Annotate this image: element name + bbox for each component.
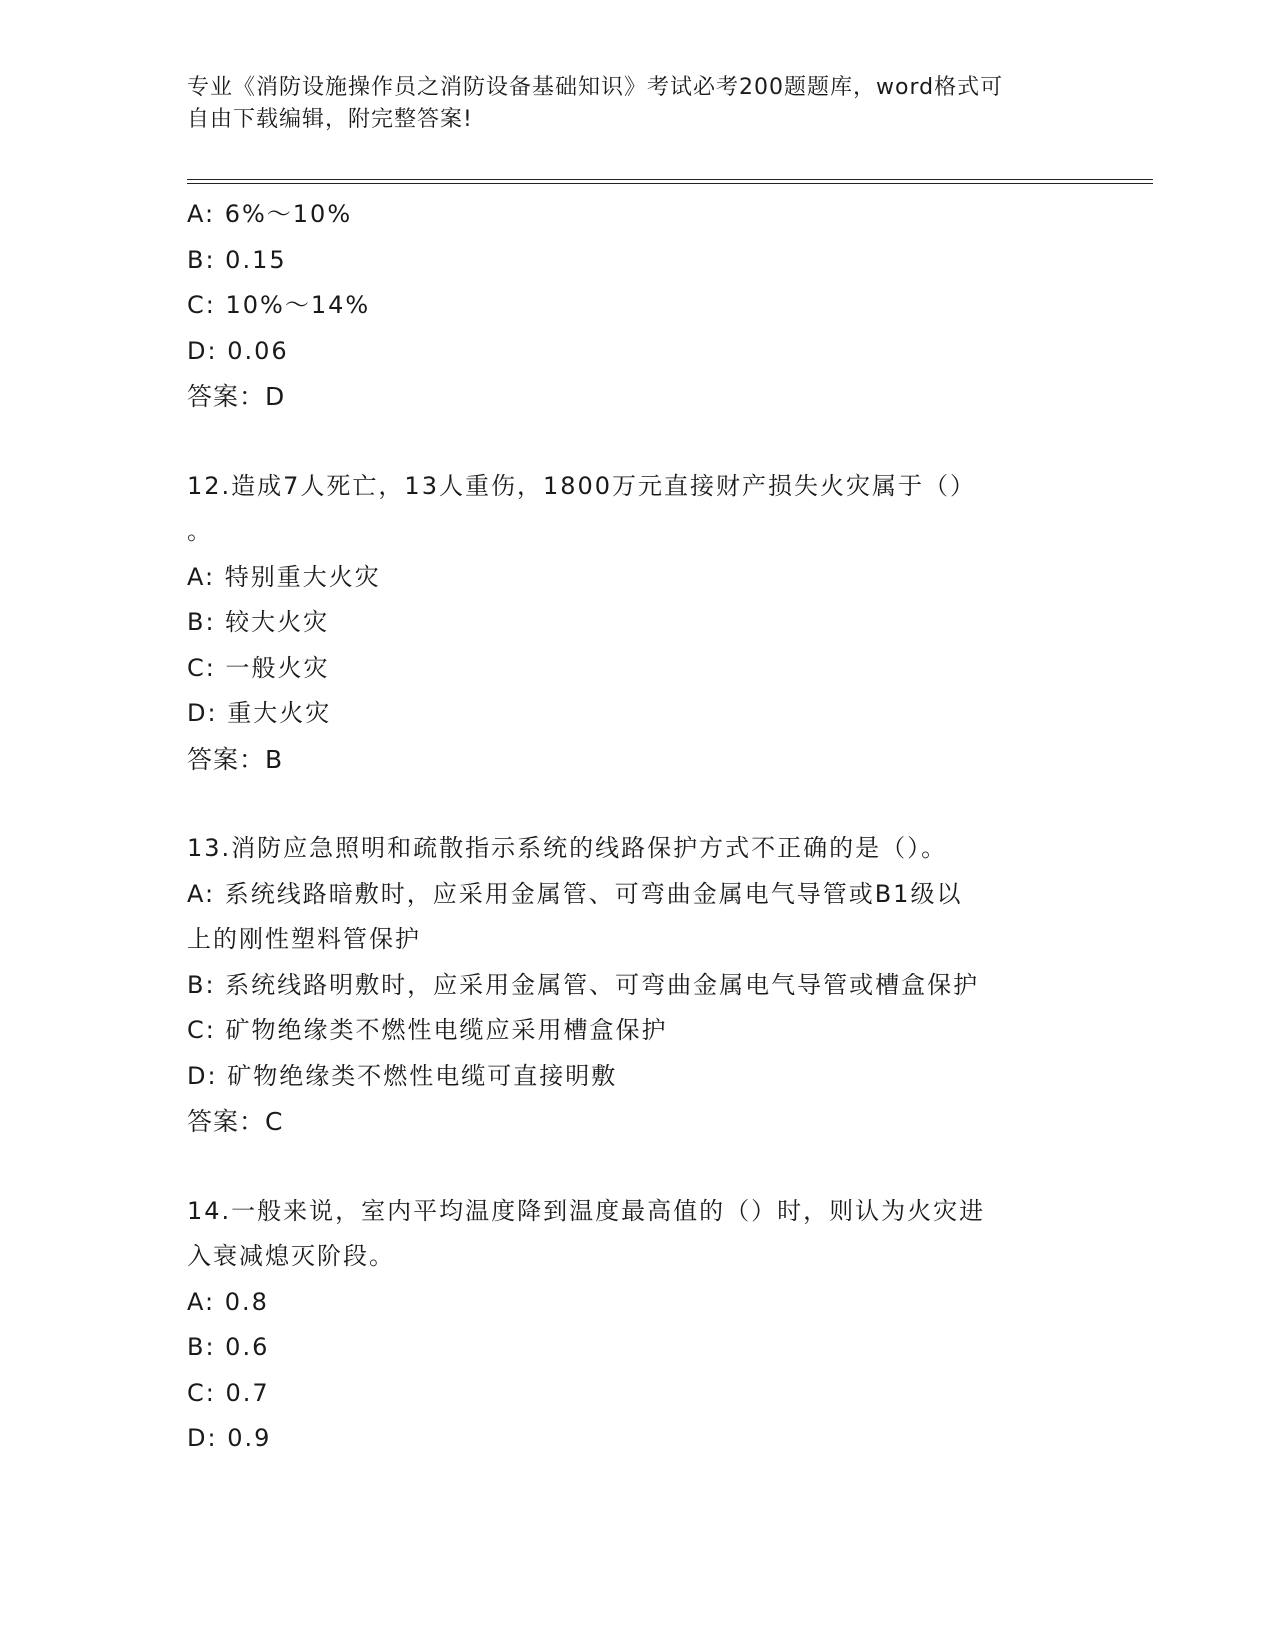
document-header	[187, 72, 1087, 136]
option-a: A: 特别重大火灾	[187, 562, 381, 591]
spacer	[187, 1145, 1087, 1189]
header-title-line-1: 专业《消防设施操作员之消防设备基础知识》考试必考200题题库，word格式可	[187, 75, 1004, 100]
spacer	[187, 420, 1087, 464]
question-stem: 13.消防应急照明和疏散指示系统的线路保护方式不正确的是（）。	[187, 834, 948, 862]
question-13	[187, 826, 1087, 1145]
option-a: A: 6%～10%	[187, 200, 353, 228]
option-b: B: 0.6	[187, 1333, 270, 1361]
option-d: D: 重大火灾	[187, 699, 332, 727]
option-d: D: 0.9	[187, 1424, 272, 1452]
question-14	[187, 1189, 1087, 1462]
question-stem: 14.一般来说，室内平均温度降到温度最高值的（）时，则认为火灾进	[187, 1196, 986, 1225]
option-d: D: 矿物绝缘类不燃性电缆可直接明敷	[187, 1061, 618, 1090]
question-11	[187, 192, 1087, 420]
header-title-line-2: 自由下载编辑，附完整答案!	[187, 107, 473, 132]
answer: 答案：B	[187, 744, 284, 774]
answer: 答案：D	[187, 382, 286, 411]
question-stem-continued: 。	[187, 517, 213, 545]
question-list	[187, 192, 1087, 1462]
question-stem-continued: 入衰减熄灭阶段。	[187, 1242, 395, 1270]
option-c: C: 矿物绝缘类不燃性电缆应采用槽盒保护	[187, 1016, 668, 1044]
option-b: B: 较大火灾	[187, 608, 330, 636]
question-12	[187, 464, 1087, 783]
option-d: D: 0.06	[187, 336, 289, 365]
option-a-continued: 上的刚性塑料管保护	[187, 925, 421, 953]
answer: 答案：C	[187, 1107, 284, 1136]
question-stem: 12.造成7人死亡，13人重伤，1800万元直接财产损失火灾属于（）	[187, 471, 977, 500]
option-c: C: 0.7	[187, 1378, 270, 1407]
option-a: A: 系统线路暗敷时，应采用金属管、可弯曲金属电气导管或B1级以	[187, 879, 963, 908]
option-c: C: 10%～14%	[187, 291, 371, 319]
option-a: A: 0.8	[187, 1287, 269, 1316]
option-b: B: 系统线路明敷时，应采用金属管、可弯曲金属电气导管或槽盒保护	[187, 970, 980, 999]
option-c: C: 一般火灾	[187, 653, 330, 682]
option-b: B: 0.15	[187, 245, 287, 274]
header-divider-bottom	[187, 183, 1153, 184]
spacer	[187, 782, 1087, 826]
header-divider-top	[187, 179, 1153, 180]
